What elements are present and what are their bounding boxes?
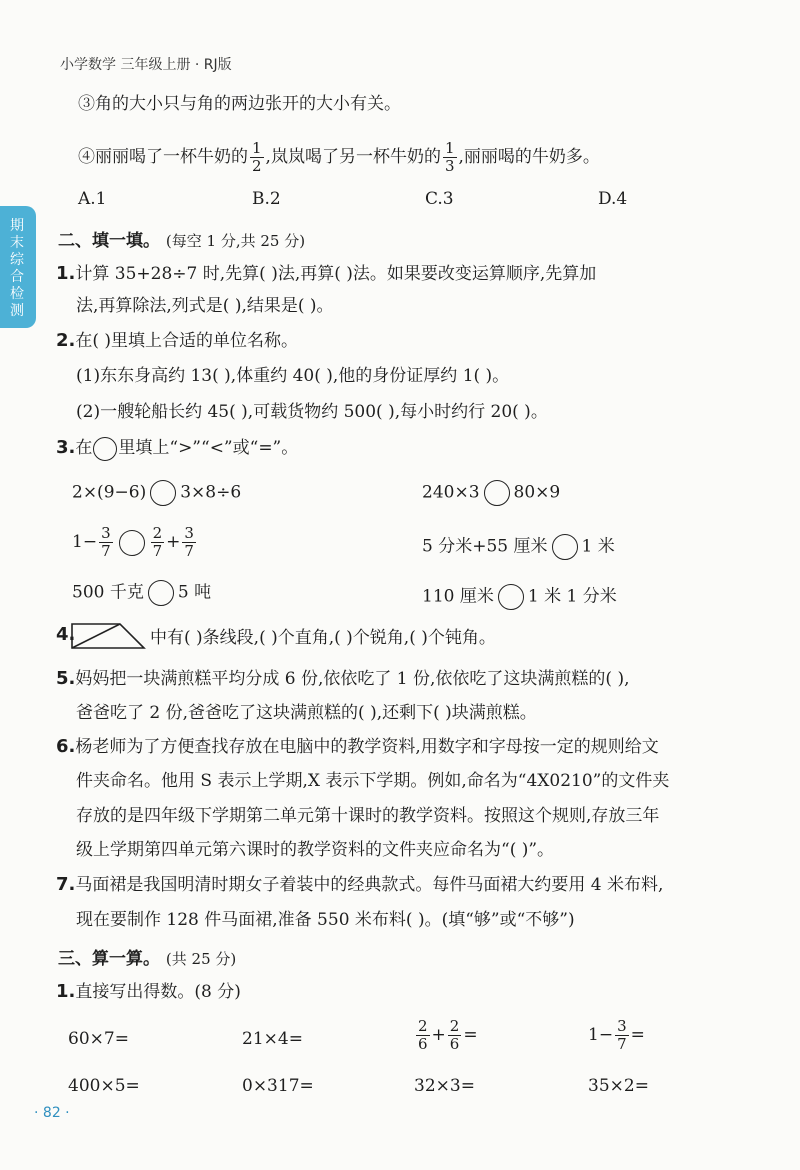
calc-item: 21×4= <box>242 1029 303 1049</box>
calc-item: 60×7= <box>68 1029 129 1049</box>
question-2-1-line2: 法,再算除法,列式是( ),结果是( )。 <box>76 296 334 316</box>
page-number: · 82 · <box>34 1105 70 1121</box>
compare-row: 2×(9−6) 3×8÷6 <box>72 480 241 506</box>
compare-circle <box>498 584 524 610</box>
question-2-6-line2: 件夹命名。他用 S 表示上学期,X 表示下学期。例如,命名为“4X0210”的文件夹 <box>76 771 670 791</box>
question-2-7: 7.马面裙是我国明清时期女子着装中的经典款式。每件马面裙大约要用 4 米布料, <box>56 874 664 895</box>
fraction: $\frac{2}{7}$ <box>152 524 163 560</box>
question-2-2-part2: (2)一艘轮船长约 45( ),可载货物约 500( ),每小时约行 20( )。 <box>76 402 548 422</box>
compare-circle <box>119 530 145 556</box>
compare-row: 110 厘米 1 米 1 分米 <box>422 584 617 610</box>
option-d: D.4 <box>598 189 628 209</box>
calc-item: 35×2= <box>588 1076 649 1096</box>
fraction: $\frac{2}{6}$ <box>449 1017 460 1053</box>
question-2-2-part1: (1)东东身高约 13( ),体重约 40( ),他的身份证厚约 1( )。 <box>76 366 510 386</box>
calc-item: 0×317= <box>242 1076 314 1096</box>
section-2-heading: 二、填一填。 (每空 1 分,共 25 分) <box>58 231 306 251</box>
statement-3: ③角的大小只与角的两边张开的大小有关。 <box>78 94 401 114</box>
calc-item: 400×5= <box>68 1076 140 1096</box>
compare-circle <box>148 580 174 606</box>
page-header: 小学数学 三年级上册 · RJ版 <box>60 57 232 73</box>
fraction: $\frac{1}{2}$ <box>252 139 262 175</box>
calc-item: $\frac{2}{6}$ + $\frac{2}{6}$ = <box>418 1017 478 1053</box>
compare-row: 1− $\frac{3}{7}$ $\frac{2}{7}$ + $\frac{3}{7}$ <box>72 524 194 560</box>
question-2-4: 4. <box>56 624 76 645</box>
question-2-5: 5.妈妈把一块满煎糕平均分成 6 份,依依吃了 1 份,依依吃了这块满煎糕的( ), <box>56 668 630 689</box>
question-2-6-line3: 存放的是四年级下学期第二单元第十课时的教学资料。按照这个规则,存放三年 <box>76 806 660 826</box>
calc-item: 1− $\frac{3}{7}$ = <box>588 1017 645 1053</box>
question-2-6: 6.杨老师为了方便查找存放在电脑中的教学资料,用数字和字母按一定的规则给文 <box>56 736 659 757</box>
trapezoid-figure <box>70 622 146 650</box>
fraction: $\frac{3}{7}$ <box>617 1017 627 1053</box>
compare-circle <box>552 534 578 560</box>
option-c: C.3 <box>425 189 454 209</box>
option-a: A.1 <box>78 189 107 209</box>
question-2-3: 3.在 里填上“>”“<”或“=”。 <box>56 436 298 461</box>
compare-row: 5 分米+55 厘米 1 米 <box>422 534 615 560</box>
fraction: $\frac{1}{3}$ <box>444 139 455 175</box>
question-2-2: 2.在( )里填上合适的单位名称。 <box>56 330 299 351</box>
compare-row: 500 千克 5 吨 <box>72 580 211 606</box>
fraction: $\frac{3}{7}$ <box>101 524 111 560</box>
calc-item: 32×3= <box>414 1076 475 1096</box>
statement-4: ④丽丽喝了一杯牛奶的 $\frac{1}{2}$ ,岚岚喝了另一杯牛奶的 $\frac{1}{3}$ ,丽丽喝的牛奶多。 <box>78 139 600 175</box>
option-b: B.2 <box>252 189 281 209</box>
compare-circle <box>150 480 176 506</box>
question-2-7-line2: 现在要制作 128 件马面裙,准备 550 米布料( )。(填“够”或“不够”) <box>76 910 575 930</box>
compare-row: 240×3 80×9 <box>422 480 560 506</box>
compare-circle <box>484 480 510 506</box>
side-tab-label: 期末综合检测 <box>10 218 24 319</box>
section-3-heading: 三、算一算。 (共 25 分) <box>58 949 237 969</box>
question-2-4-text: 中有( )条线段,( )个直角,( )个锐角,( )个钝角。 <box>150 628 496 648</box>
fraction: $\frac{2}{6}$ <box>418 1017 428 1053</box>
fraction: $\frac{3}{7}$ <box>184 524 194 560</box>
question-2-5-line2: 爸爸吃了 2 份,爸爸吃了这块满煎糕的( ),还剩下( )块满煎糕。 <box>76 703 537 723</box>
question-2-1: 1.计算 35+28÷7 时,先算( )法,再算( )法。如果要改变运算顺序,先算加 <box>56 263 597 284</box>
question-3-1: 1.直接写出得数。(8 分) <box>56 981 241 1002</box>
question-2-6-line4: 级上学期第四单元第六课时的教学资料的文件夹应命名为“( )”。 <box>76 840 555 860</box>
compare-circle <box>93 437 117 461</box>
